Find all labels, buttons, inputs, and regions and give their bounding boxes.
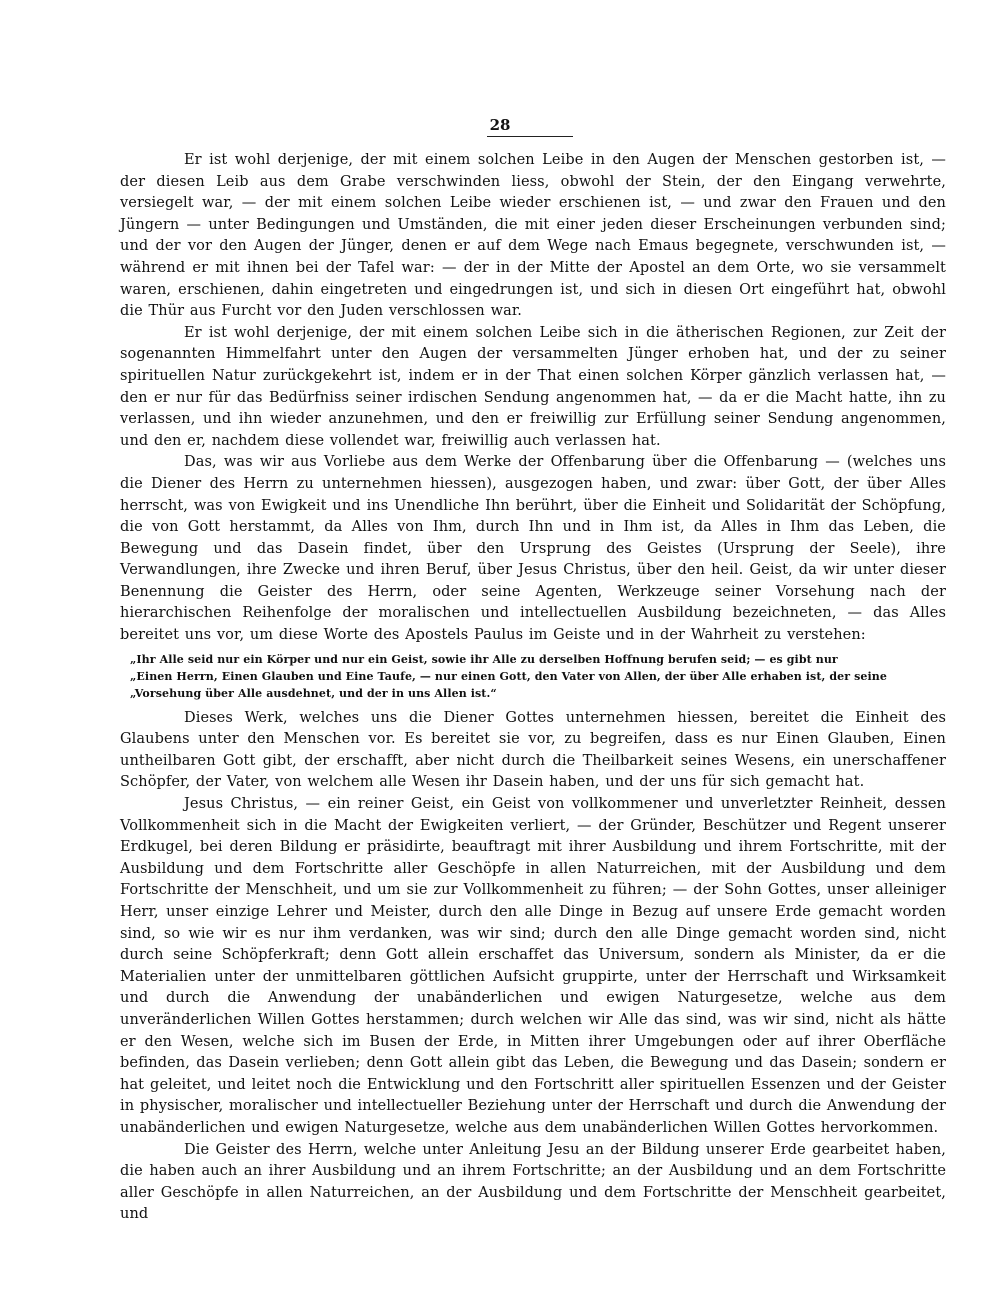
quote-line-2: „Einen Herrn, Einen Glauben und Eine Taufe, — nur einen Gott, den Vater von Allen, der über Alle erhaben ist, der seine bbox=[130, 669, 887, 683]
paragraph-2: Er ist wohl derjenige, der mit einem solchen Leibe sich in die ätherischen Regionen, zur Zeit der sogenannten Himmelfahrt unter den Augen der versammelten Jünger erhoben hat, und der zu seiner spirituellen Natur zurückgekehrt ist, indem er in der That einen solchen Körper gänzlich verlassen hat, — den er nur für das Bedürfniss seiner irdischen Sendung angenommen hat, — da er die Macht hatte, ihn zu verlassen, und ihn wieder anzunehmen, und den er freiwillig zur Erfüllung seiner Sendung angenommen, und den er, nachdem diese vollendet war, freiwillig auch verlassen hat. bbox=[120, 324, 946, 449]
body-text bbox=[120, 150, 946, 1226]
paragraph-4: Dieses Werk, welches uns die Diener Gottes unternehmen hiessen, bereitet die Einheit des Glaubens unter den Menschen vor. Es bereitet sie vor, zu begreifen, dass es nur Einen Glauben, Einen untheilbaren Gott gibt, der erschafft, aber nicht durch die Theilbarkeit seines Wesens, ein unerschaffener Schöpfer, der Vater, von welchem alle Wesen ihr Dasein haben, und der uns für sich gemacht hat. bbox=[120, 709, 946, 791]
paragraph-5: Jesus Christus, — ein reiner Geist, ein Geist von vollkommener und unverletzter Reinheit, dessen Vollkommenheit sich in die Macht der Ewigkeiten verliert, — der Gründer, Beschützer und Regent unserer Erdkugel, bei deren Bildung er präsidirte, beauftragt mit ihrer Ausbildung und ihrem Fortschritte, mit der Ausbildung und dem Fortschritte aller Geschöpfe in allen Naturreichen, mit der Ausbildung und dem Fortschritte der Menschheit, und um sie zur Vollkommenheit zu führen; — der Sohn Gottes, unser alleiniger Herr, unser einzige Lehrer und Meister, durch den alle Dinge in Bezug auf unsere Erde gemacht worden sind, so wie wir es nur ihm verdanken, was wir sind; durch den alle Dinge gemacht worden sind, nicht durch seine Schöpferkraft; denn Gott allein erschaffet das Universum, sondern als Minister, da er die Materialien unter der unmittelbaren göttlichen Aufsicht gruppirte, unter der Herrschaft und Wirksamkeit und durch die Anwendung der unabänderlichen und ewigen Naturgesetze, welche aus dem unveränderlichen Willen Gottes herstammen; durch welchen wir Alle das sind, was wir sind, nicht als hätte er den Wesen, welche sich im Busen der Erde, in Mitten ihrer Umgebungen oder auf ihrer Oberfläche befinden, das Dasein verlieben; denn Gott allein gibt das Leben, die Bewegung und das Dasein; sondern er hat geleitet, und leitet noch die Entwicklung und den Fortschritt aller spirituellen Essenzen und der Geister in physischer, moralischer und intellectueller Beziehung unter der Herrschaft und durch die Anwendung der unabänderlichen und ewigen Naturgesetze, welche aus dem unabänderlichen Willen Gottes hervorkommen. bbox=[120, 796, 946, 1136]
paragraph-3: Das, was wir aus Vorliebe aus dem Werke der Offenbarung über die Offenbarung — (welches uns die Diener des Herrn zu unternehmen hiessen), ausgezogen haben, und zwar: über Gott, der über Alles herrscht, was von Ewigkeit und ins Unendliche Ihn berührt, über die Einheit und Solidarität der Schöpfung, die von Gott herstammt, da Alles von Ihm, durch Ihn und in Ihm ist, da Alles in Ihm das Leben, die Bewegung und das Dasein findet, über den Ursprung des Geistes (Ursprung der Seele), ihre Verwandlungen, ihre Zwecke und ihren Beruf, über Jesus Christus, über den heil. Geist, da wir unter dieser Benennung die Geister des Herrn, oder seine Agenten, Werkzeuge seiner Vorsehung nach der hierarchischen Reihenfolge der moralischen und intellectuellen Ausbildung bezeichneten, — das Alles bereitet uns vor, um diese Worte des Apostels Paulus im Geiste und in der Wahrheit zu verstehen: bbox=[120, 454, 946, 644]
block-quote bbox=[120, 651, 946, 702]
quote-line-1: „Ihr Alle seid nur ein Körper und nur ein Geist, sowie ihr Alle zu derselben Hoffnung berufen seid; — es gibt nur bbox=[130, 652, 838, 666]
paragraph-6: Die Geister des Herrn, welche unter Anleitung Jesu an der Bildung unserer Erde gearbeitet haben, die haben auch an ihrer Ausbildung und an ihrem Fortschritte; an der Ausbildung und an dem Fortschritte aller Geschöpfe in allen Naturreichen, an der Ausbildung und dem Fortschritte der Menschheit gearbeitet, und bbox=[120, 1141, 946, 1223]
quote-line-3: „Vorsehung über Alle ausdehnet, und der in uns Allen ist.“ bbox=[130, 686, 497, 700]
paragraph-1: Er ist wohl derjenige, der mit einem solchen Leibe in den Augen der Menschen gestorben ist, — der diesen Leib aus dem Grabe verschwinden liess, obwohl der Stein, der den Eingang verwehrte, versiegelt war, — der mit einem solchen Leibe wieder erschienen ist, — und zwar den Frauen und den Jüngern — unter Bedingungen und Umständen, die mit einer jeden dieser Erscheinungen verbunden sind; und der vor den Augen der Jünger, denen er auf dem Wege nach Emaus begegnete, verschwunden ist, — während er mit ihnen bei der Tafel war: — der in der Mitte der Apostel an dem Orte, wo sie versammelt waren, erschienen, dahin eingetreten und eingedrungen ist, und sich in diesen Ort eingeführt hat, obwohl die Thür aus Furcht vor den Juden verschlossen war. bbox=[120, 152, 946, 320]
page-number-rule bbox=[487, 136, 573, 137]
page-number: 28 bbox=[489, 116, 511, 134]
